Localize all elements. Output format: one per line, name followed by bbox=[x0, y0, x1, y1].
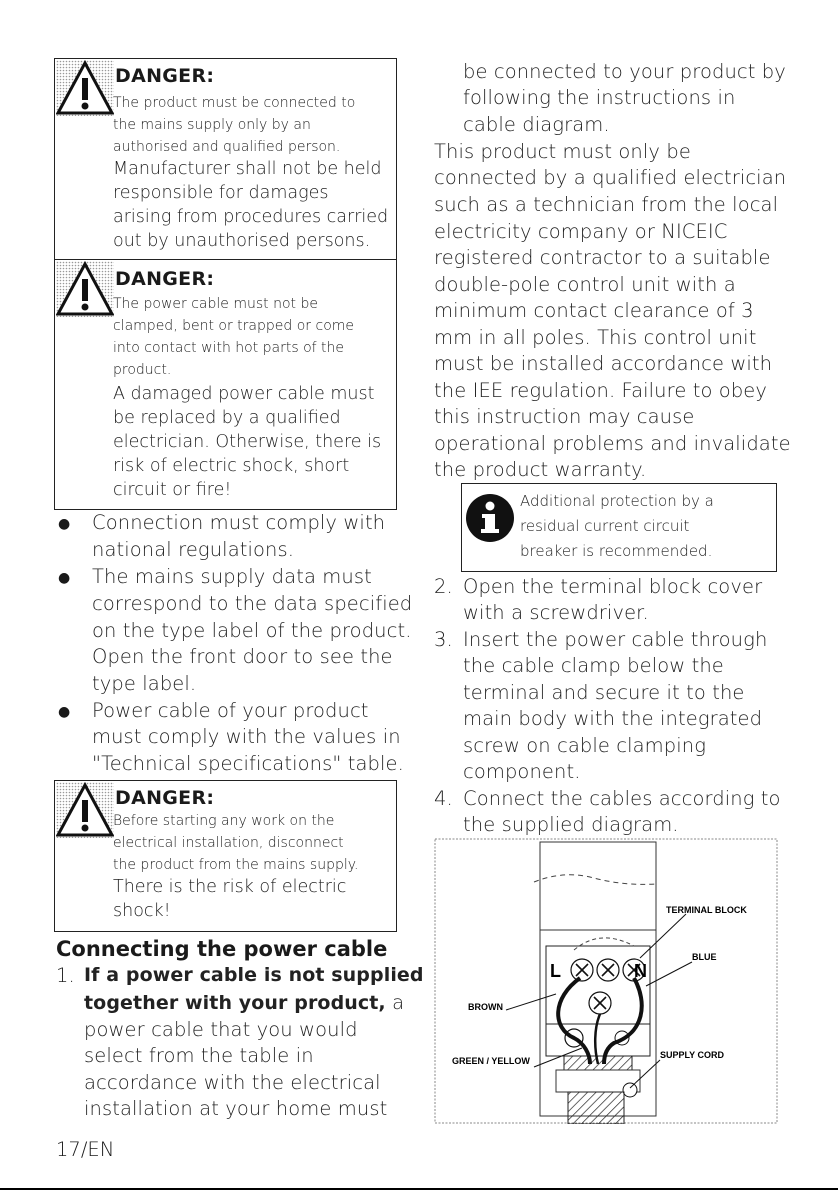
paragraph-line: the IEE regulation. Failure to obey bbox=[434, 379, 768, 402]
step-text: accordance with the electrical bbox=[84, 1071, 381, 1094]
danger-text: the mains supply only by an bbox=[113, 117, 311, 133]
paragraph-line: operational problems and invalidate bbox=[434, 432, 791, 455]
danger-text: be replaced by a qualified bbox=[113, 408, 341, 428]
paragraph-line: such as a technician from the local bbox=[434, 193, 779, 216]
step-number: 4. bbox=[434, 787, 453, 810]
bullet-text: correspond to the data specified bbox=[92, 592, 413, 615]
danger-text: risk of electric shock, short bbox=[113, 456, 350, 476]
warning-triangle-icon bbox=[56, 261, 114, 317]
danger-box-3 bbox=[54, 780, 397, 932]
danger-text: arising from procedures carried bbox=[113, 207, 389, 227]
step-text: power cable that you would bbox=[84, 1018, 358, 1041]
bullet-dot: ● bbox=[58, 516, 71, 532]
step-text-bold: If a power cable is not supplied bbox=[84, 964, 424, 986]
bullet-text: Power cable of your product bbox=[92, 699, 369, 722]
bullet-dot: ● bbox=[58, 704, 71, 720]
paragraph-line: connected by a qualified electrician bbox=[434, 166, 787, 189]
paragraph-line: the product warranty. bbox=[434, 458, 647, 481]
bullet-dot: ● bbox=[58, 570, 71, 586]
step-text: Open the terminal block cover bbox=[463, 575, 763, 598]
danger-text: There is the risk of electric bbox=[113, 877, 347, 897]
danger-text: clamped, bent or trapped or come bbox=[113, 318, 355, 334]
page-number: 17/EN bbox=[56, 1138, 115, 1161]
step-text: main body with the integrated bbox=[463, 707, 763, 730]
info-icon bbox=[462, 484, 518, 546]
danger-text: electrician. Otherwise, there is bbox=[113, 432, 382, 452]
danger-box-1 bbox=[54, 58, 397, 260]
terminal-l-label: L bbox=[550, 961, 561, 981]
info-box bbox=[461, 483, 777, 572]
bullet-text: Connection must comply with bbox=[92, 511, 386, 534]
danger-title: DANGER: bbox=[115, 65, 215, 87]
diagram-label-terminal-block: TERMINAL BLOCK bbox=[666, 905, 747, 915]
step-text: the cable clamp below the bbox=[463, 654, 724, 677]
danger-text: authorised and qualified person. bbox=[113, 139, 341, 155]
terminal-n-label: N bbox=[634, 961, 647, 981]
danger-text: shock! bbox=[113, 901, 171, 921]
danger-text: into contact with hot parts of the bbox=[113, 340, 345, 356]
step-text: Connect the cables according to bbox=[463, 787, 781, 810]
step-text: the supplied diagram. bbox=[463, 813, 679, 836]
diagram-label-supply-cord: SUPPLY CORD bbox=[660, 1050, 725, 1060]
danger-title: DANGER: bbox=[115, 268, 215, 290]
step-text bbox=[84, 991, 404, 1014]
bullet-text: must comply with the values in bbox=[92, 725, 401, 748]
step-text: Insert the power cable through bbox=[463, 628, 768, 651]
danger-text: Manufacturer shall not be held bbox=[113, 159, 382, 179]
step-text: component. bbox=[463, 760, 581, 783]
step-number: 2. bbox=[434, 575, 453, 598]
info-text: breaker is recommended. bbox=[520, 542, 713, 560]
warning-triangle-icon bbox=[56, 782, 114, 838]
danger-text: Before starting any work on the bbox=[113, 813, 335, 829]
paragraph-line: minimum contact clearance of 3 bbox=[434, 299, 754, 322]
danger-text: out by unauthorised persons. bbox=[113, 231, 371, 251]
danger-text: electrical installation, disconnect bbox=[113, 835, 344, 851]
bullet-text: type label. bbox=[92, 672, 197, 695]
diagram-label-blue: BLUE bbox=[692, 952, 717, 962]
bullet-text: on the type label of the product. bbox=[92, 619, 412, 642]
info-text: residual current circuit bbox=[520, 517, 690, 535]
step-text: a bbox=[385, 991, 405, 1014]
paragraph-line: must be installed accordance with bbox=[434, 352, 773, 375]
step-text: select from the table in bbox=[84, 1044, 314, 1067]
danger-box-2 bbox=[54, 259, 397, 510]
bullet-text: Open the front door to see the bbox=[92, 645, 393, 668]
bullet-text: "Technical specifications" table. bbox=[92, 752, 404, 775]
step-text: terminal and secure it to the bbox=[463, 681, 745, 704]
step-text: cable diagram. bbox=[463, 113, 610, 136]
paragraph-line: electricity company or NICEIC bbox=[434, 220, 728, 243]
diagram-label-green-yellow: GREEN / YELLOW bbox=[452, 1056, 530, 1066]
paragraph-line: This product must only be bbox=[434, 140, 691, 163]
step-text: installation at your home must bbox=[84, 1097, 388, 1120]
step-text: following the instructions in bbox=[463, 86, 736, 109]
section-heading: Connecting the power cable bbox=[56, 937, 388, 961]
diagram-label-brown: BROWN bbox=[468, 1002, 503, 1012]
step-number: 1. bbox=[56, 964, 75, 987]
paragraph-line: double-pole control unit with a bbox=[434, 273, 736, 296]
danger-text: The power cable must not be bbox=[113, 296, 318, 312]
paragraph-line: mm in all poles. This control unit bbox=[434, 326, 757, 349]
danger-text: the product from the mains supply. bbox=[113, 857, 359, 873]
bullet-text: The mains supply data must bbox=[92, 565, 372, 588]
danger-text: A damaged power cable must bbox=[113, 384, 375, 404]
danger-text: The product must be connected to bbox=[113, 95, 356, 111]
paragraph-line: registered contractor to a suitable bbox=[434, 246, 771, 269]
bottom-rule bbox=[0, 1188, 838, 1190]
step-text: with a screwdriver. bbox=[463, 601, 649, 624]
bullet-text: national regulations. bbox=[92, 538, 295, 561]
warning-triangle-icon bbox=[56, 60, 114, 116]
danger-text: product. bbox=[113, 362, 172, 378]
danger-title: DANGER: bbox=[115, 787, 215, 809]
danger-text: circuit or fire! bbox=[113, 480, 232, 500]
step-text-bold: together with your product, bbox=[84, 992, 386, 1014]
paragraph-line: this instruction may cause bbox=[434, 405, 695, 428]
step-text: screw on cable clamping bbox=[463, 734, 707, 757]
wiring-diagram bbox=[434, 838, 778, 1124]
step-text: be connected to your product by bbox=[463, 60, 786, 83]
info-text: Additional protection by a bbox=[520, 492, 714, 510]
step-number: 3. bbox=[434, 628, 453, 651]
danger-text: responsible for damages bbox=[113, 183, 329, 203]
